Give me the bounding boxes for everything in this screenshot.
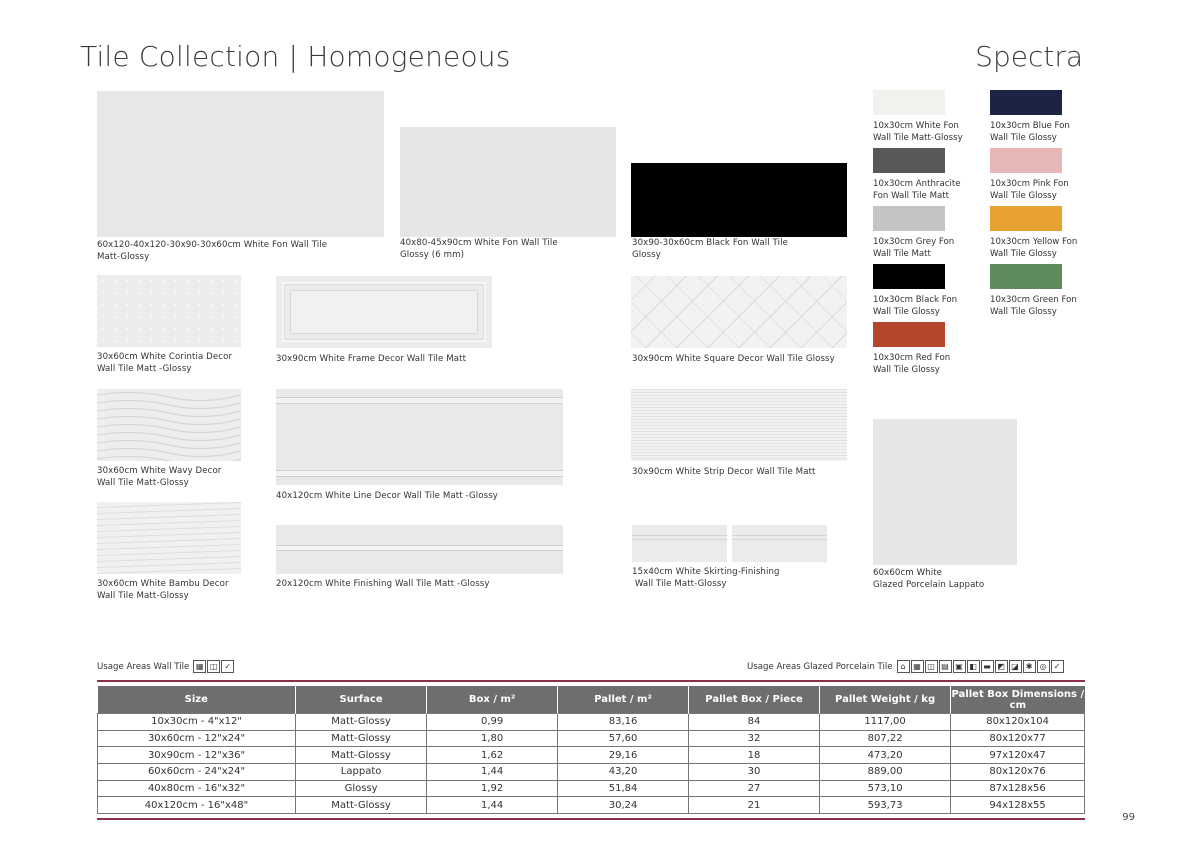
- table-cell: 30,24: [558, 797, 689, 814]
- tile-image-square-decor: [631, 276, 847, 348]
- swatch-red: [873, 322, 945, 347]
- table-cell: 1,44: [427, 797, 558, 814]
- tile-image-finishing: [276, 525, 563, 574]
- tile-caption-line: 15x40cm White Skirting-Finishing: [632, 567, 780, 577]
- table-cell: 1,92: [427, 780, 558, 797]
- table-cell: 51,84: [558, 780, 689, 797]
- shop-icon: ◧: [967, 660, 980, 673]
- swatch-caption-line: 10x30cm Anthracite: [873, 179, 961, 189]
- table-cell: 30x90cm - 12"x36": [98, 747, 296, 764]
- usage-areas-wall-label: Usage Areas Wall Tile: [97, 661, 190, 672]
- tile-caption-line: Glazed Porcelain Lappato: [873, 579, 985, 590]
- swatch-yellow: [990, 206, 1062, 231]
- table-cell: 43,20: [558, 764, 689, 781]
- swatch-caption-line: 10x30cm Blue Fon: [990, 121, 1070, 131]
- tile-caption-line: 40x120cm White Line Decor Wall Tile Matt -Glossy: [276, 491, 498, 501]
- swatch-caption-line: Wall Tile Glossy: [990, 190, 1057, 201]
- table-cell: 97x120x47: [951, 747, 1085, 764]
- swatch-black: [873, 264, 945, 289]
- swatch-caption-line: Fon Wall Tile Matt: [873, 190, 949, 201]
- table-cell: Matt-Glossy: [296, 730, 427, 747]
- table-cell: 27: [689, 780, 820, 797]
- table-cell: 60x60cm - 24"x24": [98, 764, 296, 781]
- tile-caption-line: 30x90-30x60cm Black Fon Wall Tile: [632, 238, 788, 248]
- tile-image-white-fon-glossy: [400, 127, 616, 237]
- swatch-blue: [990, 90, 1062, 115]
- tile-caption-line: 30x60cm White Wavy Decor: [97, 466, 222, 476]
- table-cell: Lappato: [296, 764, 427, 781]
- wall-check-icon: ✓: [1051, 660, 1064, 673]
- table-top-rule: [97, 680, 1085, 682]
- tile-caption: [632, 467, 816, 479]
- column-header: Pallet / m²: [558, 686, 689, 714]
- swatch-caption-line: 10x30cm White Fon: [873, 121, 959, 131]
- table-row: [98, 714, 1085, 731]
- table-cell: 94x128x55: [951, 797, 1085, 814]
- public-area-icon: ◎: [1037, 660, 1050, 673]
- table-cell: 889,00: [820, 764, 951, 781]
- swatch-caption-line: 10x30cm Green Fon: [990, 295, 1077, 305]
- swatch-caption-line: Wall Tile Glossy: [873, 364, 940, 375]
- swatch-caption: [873, 353, 950, 376]
- table-cell: 80x120x76: [951, 764, 1085, 781]
- swatch-caption-line: Wall Tile Glossy: [990, 132, 1057, 143]
- swatch-caption: [873, 179, 961, 202]
- table-cell: 40x80cm - 16"x32": [98, 780, 296, 797]
- tile-caption-line: 20x120cm White Finishing Wall Tile Matt -Glossy: [276, 579, 490, 589]
- usage-areas-porcelain: [747, 660, 1064, 673]
- table-cell: 18: [689, 747, 820, 764]
- swatch-caption-line: 10x30cm Yellow Fon: [990, 237, 1078, 247]
- swatch-caption: [873, 295, 957, 318]
- page-title: Tile Collection | Homogeneous: [80, 40, 511, 73]
- tile-image-black-fon: [631, 163, 847, 237]
- tile-caption-line: 30x90cm White Frame Decor Wall Tile Matt: [276, 354, 467, 364]
- tile-image-line-decor: [276, 389, 563, 485]
- tile-caption: [632, 354, 835, 366]
- tile-caption-line: Wall Tile Matt -Glossy: [97, 363, 192, 374]
- tile-caption-line: Glossy: [632, 249, 661, 260]
- swatch-caption-line: Wall Tile Glossy: [990, 306, 1057, 317]
- table-cell: 29,16: [558, 747, 689, 764]
- table-cell: 0,99: [427, 714, 558, 731]
- table-row: [98, 764, 1085, 781]
- table-cell: 83,16: [558, 714, 689, 731]
- office-icon: ▣: [953, 660, 966, 673]
- table-cell: 1,80: [427, 730, 558, 747]
- tile-caption: [873, 568, 984, 591]
- wavy-pattern: [97, 389, 241, 461]
- usage-icons-porcelain: [897, 660, 1064, 673]
- table-cell: 1,44: [427, 764, 558, 781]
- tile-caption: [97, 352, 232, 375]
- column-header: Pallet Box Dimensions / cm: [951, 686, 1085, 714]
- swatch-caption-line: 10x30cm Red Fon: [873, 353, 951, 363]
- tile-caption: [276, 491, 498, 503]
- swatch-grey: [873, 206, 945, 231]
- table-cell: 84: [689, 714, 820, 731]
- swatch-caption: [873, 237, 954, 260]
- floor-icon: ▬: [981, 660, 994, 673]
- table-cell: 807,22: [820, 730, 951, 747]
- swatch-pink: [990, 148, 1062, 173]
- tile-caption-line: 30x60cm White Bambu Decor: [97, 579, 229, 589]
- tile-caption: [276, 579, 490, 591]
- tile-caption-line: 30x90cm White Strip Decor Wall Tile Matt: [632, 467, 816, 477]
- specifications-table: [97, 686, 1085, 814]
- tile-caption: [97, 240, 327, 263]
- table-header-row: [98, 686, 1085, 714]
- swatch-green: [990, 264, 1062, 289]
- bathroom-tiles-icon: ▦: [193, 660, 206, 673]
- tile-caption: [97, 466, 221, 489]
- bathroom-tiles-icon: ▦: [911, 660, 924, 673]
- tile-caption-line: Matt-Glossy: [97, 251, 150, 262]
- tile-caption: [97, 579, 229, 602]
- column-header: Pallet Weight / kg: [820, 686, 951, 714]
- collection-name: Spectra: [975, 40, 1083, 73]
- table-cell: 87x128x56: [951, 780, 1085, 797]
- swatch-caption-line: Wall Tile Matt-Glossy: [873, 132, 963, 143]
- table-cell: 1,62: [427, 747, 558, 764]
- table-cell: 593,73: [820, 797, 951, 814]
- tile-caption-line: Wall Tile Matt-Glossy: [632, 578, 727, 589]
- tile-caption: [632, 567, 780, 590]
- frost-icon: ✱: [1023, 660, 1036, 673]
- tile-caption-line: 40x80-45x90cm White Fon Wall Tile: [400, 238, 558, 248]
- table-cell: 30x60cm - 12"x24": [98, 730, 296, 747]
- kitchen-icon: ◫: [207, 660, 220, 673]
- tile-image-skirting-1: [632, 525, 727, 562]
- swatch-anthracite: [873, 148, 945, 173]
- tile-caption-line: 30x90cm White Square Decor Wall Tile Glossy: [632, 354, 835, 364]
- table-cell: 1117,00: [820, 714, 951, 731]
- table-cell: 10x30cm - 4"x12": [98, 714, 296, 731]
- column-header: Pallet Box / Piece: [689, 686, 820, 714]
- swatch-white: [873, 90, 945, 115]
- usage-areas-porcelain-label: Usage Areas Glazed Porcelain Tile: [747, 661, 893, 672]
- table-cell: 21: [689, 797, 820, 814]
- table-cell: Glossy: [296, 780, 427, 797]
- table-row: [98, 797, 1085, 814]
- tile-image-frame-decor: [276, 276, 492, 348]
- swatch-caption: [990, 295, 1077, 318]
- table-cell: Matt-Glossy: [296, 747, 427, 764]
- tile-caption: [632, 238, 788, 261]
- stairs-icon: ◩: [995, 660, 1008, 673]
- table-row: [98, 747, 1085, 764]
- tile-image-skirting-2: [732, 525, 827, 562]
- tile-caption: [400, 238, 558, 261]
- table-row: [98, 730, 1085, 747]
- column-header: Size: [98, 686, 296, 714]
- kitchen-icon: ◫: [925, 660, 938, 673]
- table-cell: 57,60: [558, 730, 689, 747]
- swatch-caption: [990, 179, 1069, 202]
- house-icon: ⌂: [897, 660, 910, 673]
- column-header: Box / m²: [427, 686, 558, 714]
- table-cell: 32: [689, 730, 820, 747]
- swatch-caption-line: 10x30cm Grey Fon: [873, 237, 955, 247]
- tile-caption-line: 60x120-40x120-30x90-30x60cm White Fon Wall Tile: [97, 240, 328, 250]
- table-row: [98, 780, 1085, 797]
- tile-image-wavy-decor: [97, 389, 241, 461]
- table-cell: 573,10: [820, 780, 951, 797]
- tile-caption-line: 30x60cm White Corintia Decor: [97, 352, 233, 362]
- table-cell: 30: [689, 764, 820, 781]
- tile-caption-line: Glossy (6 mm): [400, 249, 465, 260]
- tile-image-porcelain-lappato: [873, 419, 1017, 565]
- tile-image-corintia-decor: [97, 275, 241, 347]
- tile-caption-line: 60x60cm White: [873, 568, 943, 578]
- wall-check-icon: ✓: [221, 660, 234, 673]
- tile-image-strip-decor: [631, 389, 847, 461]
- wet-area-icon: ◪: [1009, 660, 1022, 673]
- swatch-caption-line: 10x30cm Black Fon: [873, 295, 958, 305]
- tile-caption-line: Wall Tile Matt-Glossy: [97, 590, 189, 601]
- column-header: Surface: [296, 686, 427, 714]
- swatch-caption-line: Wall Tile Glossy: [873, 306, 940, 317]
- usage-areas-wall: [97, 660, 234, 673]
- swatch-caption: [873, 121, 963, 144]
- table-cell: 473,20: [820, 747, 951, 764]
- tile-image-bambu-decor: [97, 502, 241, 574]
- tile-caption: [276, 354, 466, 366]
- table-cell: 40x120cm - 16"x48": [98, 797, 296, 814]
- table-cell: Matt-Glossy: [296, 797, 427, 814]
- tile-caption-line: Wall Tile Matt-Glossy: [97, 477, 189, 488]
- table-bottom-rule: [97, 818, 1085, 820]
- table-cell: 80x120x77: [951, 730, 1085, 747]
- table-cell: 80x120x104: [951, 714, 1085, 731]
- usage-icons-wall: [193, 660, 234, 673]
- living-room-icon: ▤: [939, 660, 952, 673]
- tile-image-white-fon-large: [97, 91, 384, 237]
- swatch-caption-line: 10x30cm Pink Fon: [990, 179, 1069, 189]
- swatch-caption-line: Wall Tile Matt: [873, 248, 931, 259]
- table-cell: Matt-Glossy: [296, 714, 427, 731]
- page-number: 99: [1122, 812, 1135, 823]
- swatch-caption: [990, 121, 1070, 144]
- swatch-caption-line: Wall Tile Glossy: [990, 248, 1057, 259]
- swatch-caption: [990, 237, 1077, 260]
